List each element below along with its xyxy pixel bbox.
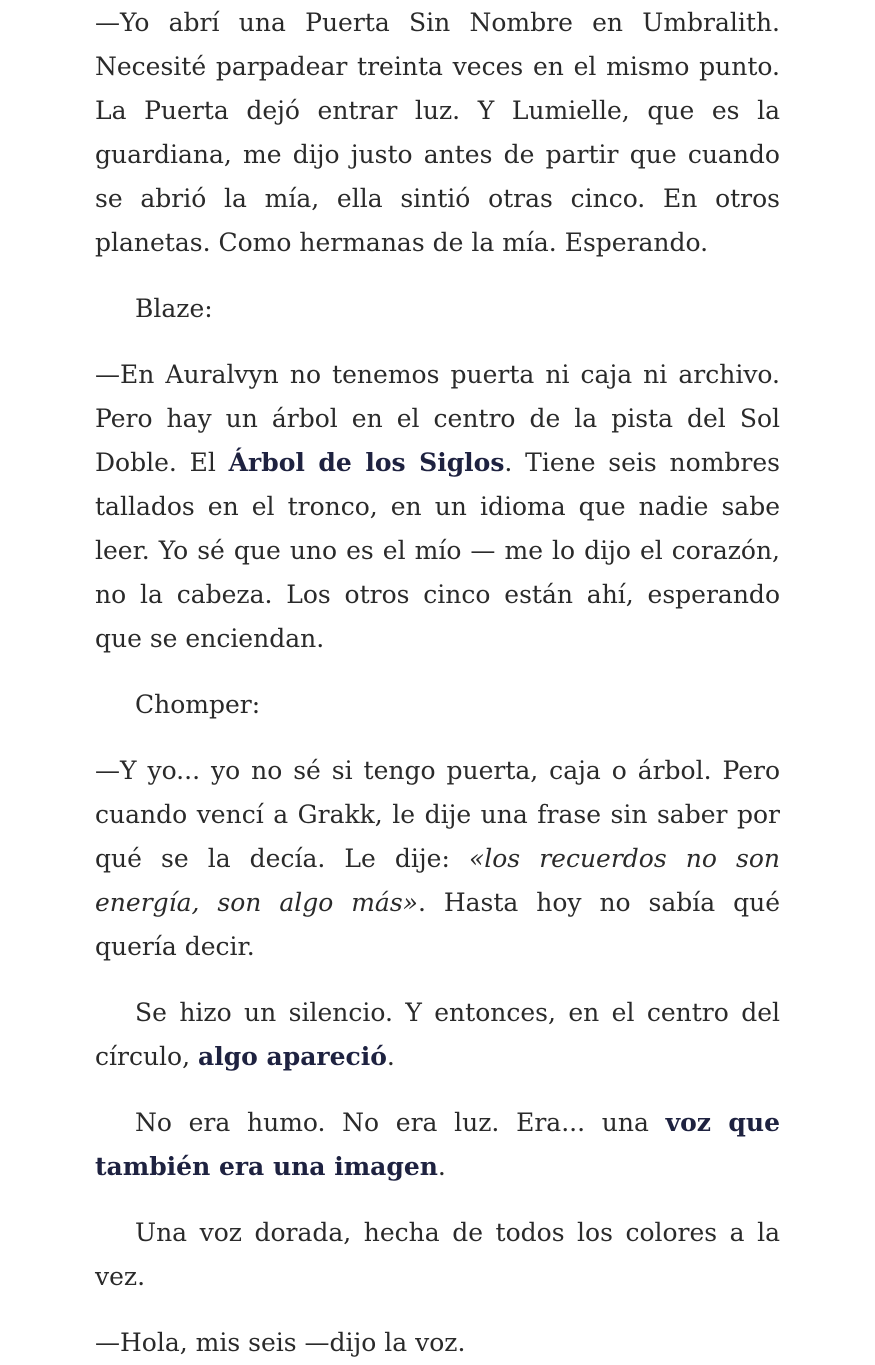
paragraph-no-era-humo xyxy=(95,1101,780,1189)
paragraph-text: —En Auralvyn no tenemos puerta ni caja ni archivo. Pero hay un árbol en el centro de la pista del Sol Doble. El xyxy=(95,360,780,477)
paragraph-hola-mis-seis: —Hola, mis seis —dijo la voz. xyxy=(95,1328,466,1357)
paragraph-text: . xyxy=(386,1042,395,1071)
paragraph-text: . xyxy=(437,1152,446,1181)
paragraph-voz-dorada: Una voz dorada, hecha de todos los colores a la vez. xyxy=(95,1218,780,1291)
quote-recuerdos: «los recuerdos no son energía, son algo más» xyxy=(95,844,780,917)
paragraph-umbralith-door: —Yo abrí una Puerta Sin Nombre en Umbralith. Necesité parpadear treinta veces en el mismo punto. La Puerta dejó entrar luz. Y Lumielle, que es la guardiana, me dijo justo antes de partir que cuando se abrió la mía, ella sintió otras cinco. En otros planetas. Como hermanas de la mía. Esperando. xyxy=(95,8,780,257)
emphasis-algo-aparecio: algo apareció xyxy=(198,1042,387,1071)
paragraph-text: . Tiene seis nombres tallados en el tronco, en un idioma que nadie sabe leer. Yo sé que uno es el mío — me lo dijo el corazón, no la cabeza. Los otros cinco están ahí, esperando que se enciendan. xyxy=(95,448,780,653)
paragraph-chomper-grakk xyxy=(95,749,780,969)
emphasis-voz-imagen: voz que también era una imagen xyxy=(95,1108,780,1181)
speaker-label-blaze: Blaze: xyxy=(135,294,213,323)
paragraph-text: No era humo. No era luz. Era... una xyxy=(135,1108,666,1137)
paragraph-silencio xyxy=(95,991,780,1079)
speaker-label-chomper: Chomper: xyxy=(135,690,261,719)
paragraph-text: —Y yo... yo no sé si tengo puerta, caja o árbol. Pero cuando vencí a Grakk, le dije una frase sin saber por qué se la decía. Le dije: xyxy=(95,756,780,873)
paragraph-text: . Hasta hoy no sabía qué quería decir. xyxy=(95,888,780,961)
paragraph-text: Se hizo un silencio. Y entonces, en el centro del círculo, xyxy=(95,998,780,1071)
paragraph-auralvyn-tree xyxy=(95,353,780,661)
book-page xyxy=(95,0,780,1365)
emphasis-arbol-de-los-siglos: Árbol de los Siglos xyxy=(228,448,505,477)
